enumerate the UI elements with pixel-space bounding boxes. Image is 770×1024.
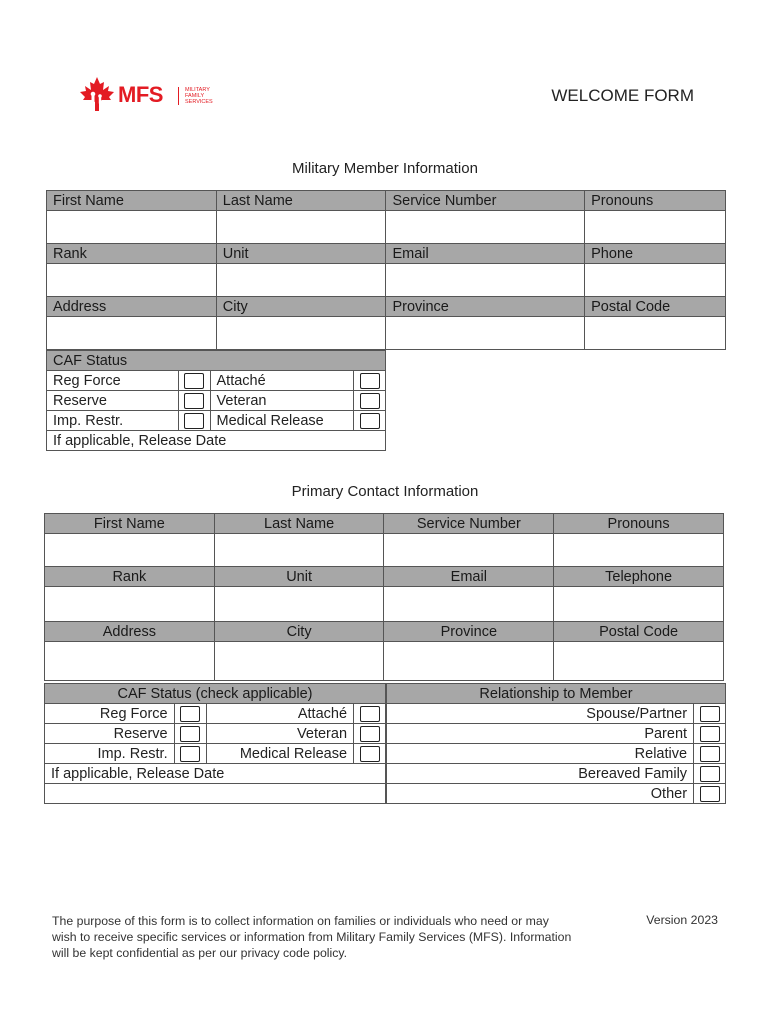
contact-email-field[interactable] [384, 587, 554, 622]
member-caf-reg-force-label: Reg Force [47, 371, 179, 391]
contact-last-name-field[interactable] [214, 534, 384, 567]
contact-last-name-label: Last Name [214, 514, 384, 534]
contact-info-table [44, 513, 724, 681]
member-caf-medical-release-checkbox[interactable] [360, 413, 380, 429]
contact-caf-reg-force-checkbox[interactable] [180, 706, 200, 722]
member-rank-field[interactable] [47, 264, 217, 297]
relationship-table [386, 683, 726, 804]
member-caf-veteran-checkbox[interactable] [360, 393, 380, 409]
contact-unit-field[interactable] [214, 587, 384, 622]
contact-caf-status-header: CAF Status (check applicable) [45, 684, 386, 704]
member-email-field[interactable] [386, 264, 585, 297]
contact-caf-status-table [44, 683, 386, 804]
relationship-bereaved-label: Bereaved Family [387, 764, 694, 784]
member-caf-attache-label: Attaché [210, 371, 354, 391]
member-phone-label: Phone [585, 244, 726, 264]
mfs-logo [78, 76, 228, 116]
contact-caf-imp-restr-label: Imp. Restr. [45, 744, 175, 764]
member-service-number-label: Service Number [386, 191, 585, 211]
relationship-relative-label: Relative [387, 744, 694, 764]
privacy-notice: The purpose of this form is to collect information on families or individuals who need or may wish to receive specific services or information from Military Family Services (MFS). Information will be kept confidential as per our privacy code policy. [52, 914, 572, 960]
contact-rank-field[interactable] [45, 587, 215, 622]
contact-city-field[interactable] [214, 642, 384, 681]
member-postal-code-label: Postal Code [585, 297, 726, 317]
relationship-bereaved-checkbox[interactable] [700, 766, 720, 782]
member-city-label: City [216, 297, 386, 317]
logo-subtitle: MILITARY FAMILY SERVICES [178, 87, 213, 105]
contact-section-title: Primary Contact Information [291, 483, 479, 500]
member-rank-label: Rank [47, 244, 217, 264]
contact-province-field[interactable] [384, 642, 554, 681]
contact-release-date-label: If applicable, Release Date [45, 764, 386, 784]
version-label: Version 2023 [646, 913, 718, 927]
contact-telephone-field[interactable] [554, 587, 724, 622]
contact-unit-label: Unit [214, 567, 384, 587]
contact-caf-veteran-checkbox[interactable] [360, 726, 380, 742]
contact-email-label: Email [384, 567, 554, 587]
member-caf-reserve-label: Reserve [47, 391, 179, 411]
contact-first-name-field[interactable] [45, 534, 215, 567]
contact-pronouns-label: Pronouns [554, 514, 724, 534]
member-caf-attache-checkbox[interactable] [360, 373, 380, 389]
member-caf-reserve-checkbox[interactable] [184, 393, 204, 409]
relationship-parent-checkbox[interactable] [700, 726, 720, 742]
contact-caf-reserve-checkbox[interactable] [180, 726, 200, 742]
contact-caf-reg-force-label: Reg Force [45, 704, 175, 724]
member-caf-medical-release-label: Medical Release [210, 411, 354, 431]
contact-caf-imp-restr-checkbox[interactable] [180, 746, 200, 762]
member-phone-field[interactable] [585, 264, 726, 297]
member-caf-imp-restr-label: Imp. Restr. [47, 411, 179, 431]
member-caf-reg-force-checkbox[interactable] [184, 373, 204, 389]
member-caf-status-header: CAF Status [47, 351, 386, 371]
member-caf-veteran-label: Veteran [210, 391, 354, 411]
contact-address-field[interactable] [45, 642, 215, 681]
contact-release-date-field[interactable] [45, 784, 386, 804]
relationship-other-checkbox[interactable] [700, 786, 720, 802]
contact-service-number-label: Service Number [384, 514, 554, 534]
contact-caf-reserve-label: Reserve [45, 724, 175, 744]
member-caf-status-table [46, 350, 386, 451]
contact-first-name-label: First Name [45, 514, 215, 534]
member-address-field[interactable] [47, 317, 217, 350]
contact-address-label: Address [45, 622, 215, 642]
member-last-name-label: Last Name [216, 191, 386, 211]
member-service-number-field[interactable] [386, 211, 585, 244]
member-pronouns-field[interactable] [585, 211, 726, 244]
member-email-label: Email [386, 244, 585, 264]
relationship-spouse-label: Spouse/Partner [387, 704, 694, 724]
form-title: WELCOME FORM [551, 86, 694, 105]
member-province-label: Province [386, 297, 585, 317]
contact-rank-label: Rank [45, 567, 215, 587]
member-section-title: Military Member Information [292, 160, 478, 177]
contact-postal-code-label: Postal Code [554, 622, 724, 642]
contact-caf-medical-release-label: Medical Release [206, 744, 354, 764]
relationship-relative-checkbox[interactable] [700, 746, 720, 762]
member-address-label: Address [47, 297, 217, 317]
member-first-name-label: First Name [47, 191, 217, 211]
contact-postal-code-field[interactable] [554, 642, 724, 681]
relationship-other-label: Other [387, 784, 694, 804]
contact-city-label: City [214, 622, 384, 642]
contact-service-number-field[interactable] [384, 534, 554, 567]
relationship-header: Relationship to Member [387, 684, 726, 704]
member-release-date-field[interactable]: If applicable, Release Date [47, 431, 386, 451]
member-province-field[interactable] [386, 317, 585, 350]
member-last-name-field[interactable] [216, 211, 386, 244]
member-unit-field[interactable] [216, 264, 386, 297]
relationship-parent-label: Parent [387, 724, 694, 744]
relationship-spouse-checkbox[interactable] [700, 706, 720, 722]
contact-telephone-label: Telephone [554, 567, 724, 587]
contact-caf-attache-checkbox[interactable] [360, 706, 380, 722]
member-city-field[interactable] [216, 317, 386, 350]
logo-text: MFS [118, 82, 163, 107]
member-info-table [46, 190, 726, 350]
contact-province-label: Province [384, 622, 554, 642]
contact-caf-medical-release-checkbox[interactable] [360, 746, 380, 762]
contact-caf-attache-label: Attaché [206, 704, 354, 724]
member-unit-label: Unit [216, 244, 386, 264]
member-postal-code-field[interactable] [585, 317, 726, 350]
contact-pronouns-field[interactable] [554, 534, 724, 567]
member-pronouns-label: Pronouns [585, 191, 726, 211]
maple-leaf-icon [78, 76, 116, 112]
member-first-name-field[interactable] [47, 211, 217, 244]
contact-caf-veteran-label: Veteran [206, 724, 354, 744]
member-caf-imp-restr-checkbox[interactable] [184, 413, 204, 429]
